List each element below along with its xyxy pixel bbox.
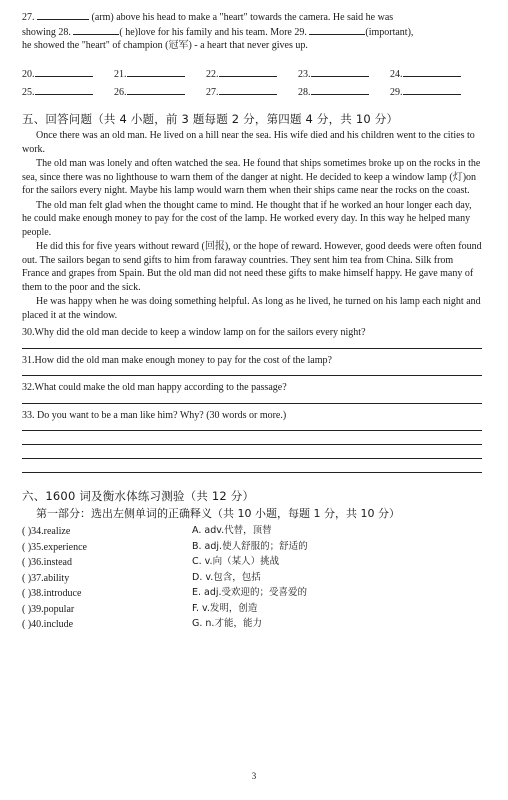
answer-blank[interactable] [127, 67, 185, 77]
vocab-word[interactable]: ( )37.ability [22, 572, 70, 584]
answer-blank-27[interactable] [37, 10, 89, 20]
answer-blank[interactable] [219, 67, 277, 77]
vocab-word[interactable]: ( )39.popular [22, 603, 75, 615]
answer-blank[interactable] [35, 85, 93, 95]
question-32: 32.What could make the old man happy according to the passage? [22, 382, 287, 394]
answer-line-33d[interactable] [22, 464, 482, 473]
vocab-definition: A. adv.代替，顶替 [192, 525, 272, 537]
answer-line-31[interactable] [22, 367, 482, 376]
question-31: 31.How did the old man make enough money to pay for the cost of the lamp? [22, 354, 332, 366]
question-30: 30.Why did the old man decide to keep a window lamp on for the sailors every night? [22, 327, 366, 339]
answer-line-33c[interactable] [22, 450, 482, 459]
question-33: 33. Do you want to be a man like him? Why? (30 words or more.) [22, 409, 287, 421]
passage-paragraph-4: He did this for five years without reward (回报), or the hope of reward. However, good deeds were often found out. The sailors began to send gifts to him from faraway countries. They sent him tea from China. Silk from France and grapes from Spain. But the old man did not need these gifts to make himself happy. He gave many of them to the poor and the sick. [22, 241, 482, 293]
answer-blank[interactable] [219, 85, 277, 95]
answer-blank-28[interactable] [73, 25, 119, 35]
answer-row-2: 25. 26. 27. 28. 29. [22, 85, 482, 100]
vocab-word[interactable]: ( )38.introduce [22, 588, 82, 600]
answer-blank[interactable] [311, 85, 369, 95]
vocab-definition: B. adj.使人舒服的；舒适的 [192, 540, 308, 552]
vocab-word[interactable]: ( )36.instead [22, 557, 72, 569]
answer-line-30[interactable] [22, 340, 482, 349]
section-6-title: 六、1600 词及衡水体练习测验（共 12 分） [22, 489, 255, 504]
q28-line: showing 28. ( he)love for his family and his team. More 29. (important), [22, 26, 414, 38]
q27-line-1: 27. (arm) above his head to make a "heart" towards the camera. He said he was [22, 12, 394, 23]
vocab-definition: D. v.包含，包括 [192, 571, 261, 583]
vocab-definition: C. v.向（某人）挑战 [192, 556, 280, 568]
vocab-definition: G. n.才能，能力 [192, 618, 262, 630]
passage-paragraph-2: The old man was lonely and often watched the sea. He found that ships sometimes broke up on the rocks in the sea, since there was no lighthouse to warn them of the danger at night. He decided to keep a window lamp (灯)on for the sailors every night. Maybe his lamp would warn them when their ships came near the rocks on the coast. [22, 158, 481, 197]
vocab-word[interactable]: ( )40.include [22, 619, 74, 631]
passage-paragraph-1: Once there was an old man. He lived on a hill near the sea. His wife died and his children went to the cities to work. [22, 130, 475, 155]
passage-paragraph-3: The old man felt glad when the thought came to mind. He thought that if he worked an hour longer each day, he could make enough money to pay for the cost of the lamp. He worked every day. In this way he helped many people. [22, 199, 472, 238]
q27-line-3: he showed the "heart" of champion (冠军) - a heart that never gives up. [22, 40, 308, 51]
answer-blank[interactable] [35, 67, 93, 77]
answer-grid [22, 67, 482, 100]
vocab-word[interactable]: ( )35.experience [22, 541, 87, 553]
part-1-title: 第一部分：选出左侧单词的正确释义（共 10 小题，每题 1 分，共 10 分） [36, 506, 400, 520]
answer-blank[interactable] [311, 67, 369, 77]
section-5-title: 五、回答问题（共 4 小题，前 3 题每题 2 分，第四题 4 分，共 10 分） [22, 111, 399, 126]
answer-line-33b[interactable] [22, 436, 482, 445]
passage-paragraph-5: He was happy when he was doing something helpful. As long as he lived, he turned on his lamp each night and placed it at the window. [22, 296, 481, 321]
vocab-word[interactable]: ( )34.realize [22, 526, 71, 538]
answer-blank[interactable] [403, 67, 461, 77]
vocab-definition: F. v.发明，创造 [192, 602, 258, 614]
vocab-matching [22, 525, 482, 632]
answer-blank-29[interactable] [309, 25, 365, 35]
answer-blank[interactable] [127, 85, 185, 95]
vocab-definition: E. adj.受欢迎的；受喜爱的 [192, 587, 308, 599]
answer-line-32[interactable] [22, 395, 482, 404]
page-number: 3 [251, 770, 257, 781]
answer-blank[interactable] [403, 85, 461, 95]
answer-row-1: 20. 21. 22. 23. 24. [22, 67, 482, 82]
answer-line-33a[interactable] [22, 422, 482, 431]
